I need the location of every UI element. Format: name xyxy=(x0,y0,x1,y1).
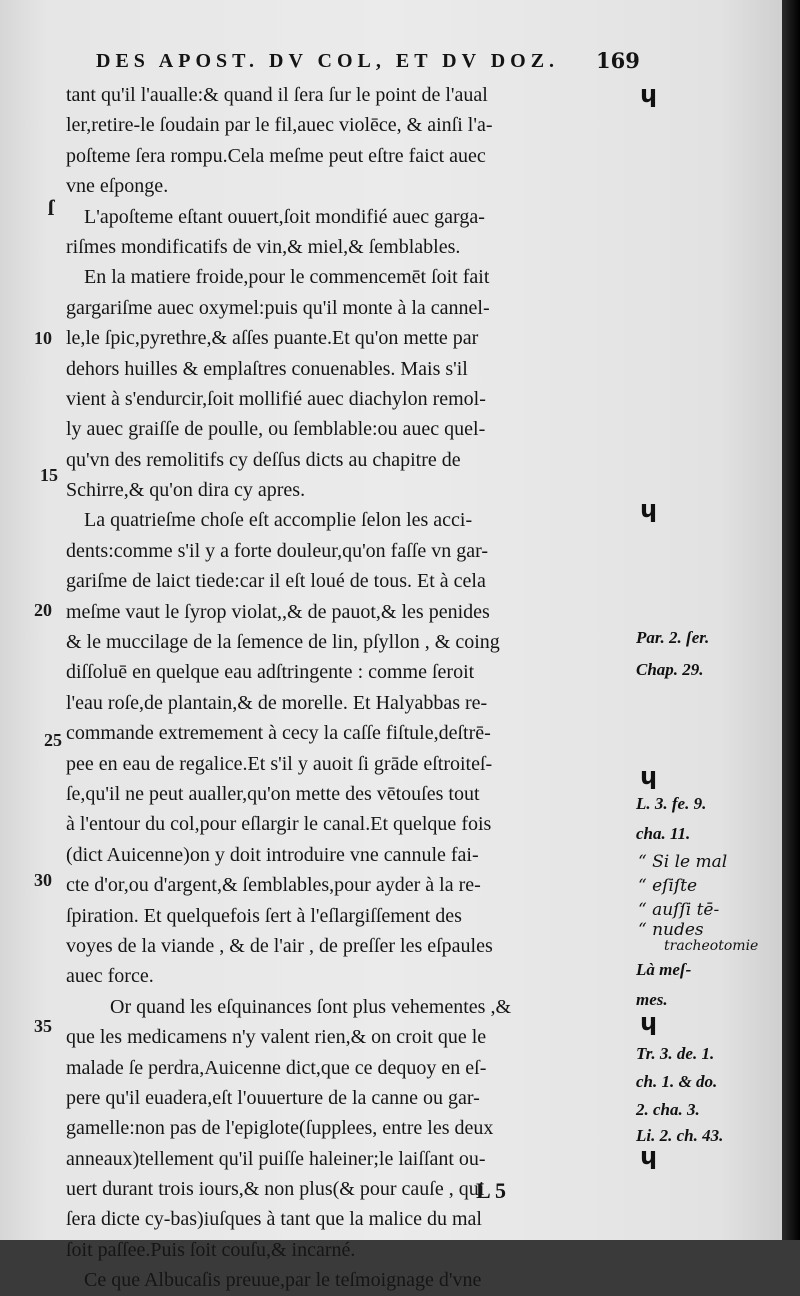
paragraph-mark: ſ xyxy=(48,195,55,220)
text-line: vient à s'endurcir,ſoit mollifié auec diachylon remol- xyxy=(66,387,486,410)
text-line: anneaux)tellement qu'il puiſſe haleiner;le laiſſant ou- xyxy=(66,1147,486,1170)
text-line: ſpiration. Et quelquefois ſert à l'eſlargiſſement des xyxy=(66,904,462,927)
text-line: ſoit paſſee.Puis ſoit couſu,& incarné. xyxy=(66,1238,356,1261)
margin-reference: Par. 2. ſer. xyxy=(636,628,710,647)
marginal-marker-icon: ɥ xyxy=(640,495,658,523)
text-line: uert durant trois iours,& non plus(& pour cauſe , qui xyxy=(66,1178,485,1201)
text-line: poſteme ſera rompu.Cela meſme peut eſtre faict auec xyxy=(66,144,486,167)
text-line: diſſoluē en quelque eau adſtringente : comme ſeroit xyxy=(66,661,475,684)
text-line: qu'vn des remolitifs cy deſſus dicts au chapitre de xyxy=(66,448,461,471)
text-line: ſe,qu'il ne peut aualler,qu'on mette des vētouſes tout xyxy=(66,782,480,805)
handwritten-note: “ Si le mal xyxy=(638,852,728,872)
margin-reference: Chap. 29. xyxy=(636,660,704,679)
margin-reference: L. 3. fe. 9. xyxy=(636,794,707,813)
text-line: meſme vaut le ſyrop violat,,& de pauot,& les penides xyxy=(66,600,490,623)
line-number: 30 xyxy=(34,870,52,890)
line-number: 15 xyxy=(40,465,58,485)
text-line: (dict Auicenne)on y doit introduire vne cannule fai- xyxy=(66,843,479,866)
text-line: dehors huilles & emplaſtres conuenables. Mais s'il xyxy=(66,357,468,380)
text-line: l'eau roſe,de plantain,& de morelle. Et Halyabbas re- xyxy=(66,691,488,714)
marginal-marker-icon: ɥ xyxy=(640,80,658,108)
text-line: Schirre,& qu'on dira cy apres. xyxy=(66,479,306,502)
line-number: 10 xyxy=(34,328,52,348)
text-line: pere qu'il euadera,eſt l'ouuerture de la canne ou gar- xyxy=(66,1086,480,1109)
margin-reference: Là meſ- xyxy=(636,960,692,979)
handwritten-note: “ eſiſte xyxy=(638,876,698,896)
text-line: cte d'or,ou d'argent,& ſemblables,pour ayder à la re- xyxy=(66,874,481,897)
signature-mark: L 5 xyxy=(476,1178,506,1203)
line-number: 20 xyxy=(34,600,52,620)
text-line: tant qu'il l'aualle:& quand il ſera ſur le point de l'aual xyxy=(66,84,488,106)
text-line: ly auec graiſſe de poulle, ou ſemblable:ou auec quel- xyxy=(66,418,486,441)
text-line: riſmes mondificatifs de vin,& miel,& ſemblables. xyxy=(66,235,461,258)
body-text xyxy=(66,80,632,1296)
margin-reference: Tr. 3. de. 1. xyxy=(636,1044,715,1063)
line-number: 35 xyxy=(34,1016,52,1036)
text-line: que les medicamens n'y valent rien,& on croit que le xyxy=(66,1026,487,1049)
text-line: auec force. xyxy=(66,965,154,988)
marginal-marker-icon: ɥ xyxy=(640,1142,658,1170)
text-line: malade ſe perdra,Auicenne dict,que ce dequoy en eſ- xyxy=(66,1056,487,1079)
text-line: dents:comme s'il y a forte douleur,qu'on faſſe vn gar- xyxy=(66,539,488,562)
book-spine xyxy=(782,0,800,1240)
margin-reference: 2. cha. 3. xyxy=(636,1100,700,1119)
handwritten-note: “ nudes xyxy=(638,920,704,940)
text-line: L'apoſteme eſtant ouuert,ſoit mondifié auec garga- xyxy=(84,205,485,228)
line-number: 25 xyxy=(44,730,62,750)
handwritten-note: “ auſſi tē- xyxy=(638,900,720,920)
text-line: commande extremement à cecy la caſſe fiſtule,deſtrē- xyxy=(66,722,491,745)
text-line: Ce que Albucaſis preuue,par le teſmoignage d'vne xyxy=(84,1269,482,1292)
text-line: ſera dicte cy-bas)iuſques à tant que la malice du mal xyxy=(66,1208,482,1231)
marginal-marker-icon: ɥ xyxy=(640,1008,658,1036)
text-line: à l'entour du col,pour eſlargir le canal.Et quelque fois xyxy=(66,813,492,836)
margin-reference: cha. 11. xyxy=(636,824,691,843)
text-line: voyes de la viande , & de l'air , de preſſer les eſpaules xyxy=(66,934,493,957)
text-line: Or quand les eſquinances ſont plus vehementes ,& xyxy=(110,995,512,1018)
text-line: ler,retire-le ſoudain par le fil,auec violēce, & ainſi l'a- xyxy=(66,114,493,137)
text-line: & le muccilage de la ſemence de lin, pſyllon , & coing xyxy=(66,631,500,654)
text-line: pee en eau de regalice.Et s'il y auoit ſi grāde eſtroiteſ- xyxy=(66,752,493,775)
page-number: 169 xyxy=(596,48,640,73)
margin-reference: mes. xyxy=(636,990,668,1009)
marginal-marker-icon: ɥ xyxy=(640,762,658,790)
text-line: gariſme de laict tiede:car il eſt loué de tous. Et à cela xyxy=(66,570,486,593)
text-line: vne eſponge. xyxy=(66,175,169,198)
text-line: gargariſme auec oxymel:puis qu'il monte à la cannel- xyxy=(66,296,490,319)
handwritten-note: tracheotomie xyxy=(664,938,759,954)
margin-reference: ch. 1. & do. xyxy=(636,1072,718,1091)
margin-reference: Li. 2. ch. 43. xyxy=(636,1126,724,1145)
text-line: En la matiere froide,pour le commencemēt ſoit fait xyxy=(84,266,490,289)
text-line: le,le ſpic,pyrethre,& aſſes puante.Et qu'on mette par xyxy=(66,327,479,350)
text-line: La quatrieſme choſe eſt accomplie ſelon les acci- xyxy=(84,509,473,532)
text-line: gamelle:non pas de l'epiglote(ſupplees, entre les deux xyxy=(66,1117,494,1140)
running-title: DES APOST. DV COL, ET DV DOZ. xyxy=(96,50,560,72)
